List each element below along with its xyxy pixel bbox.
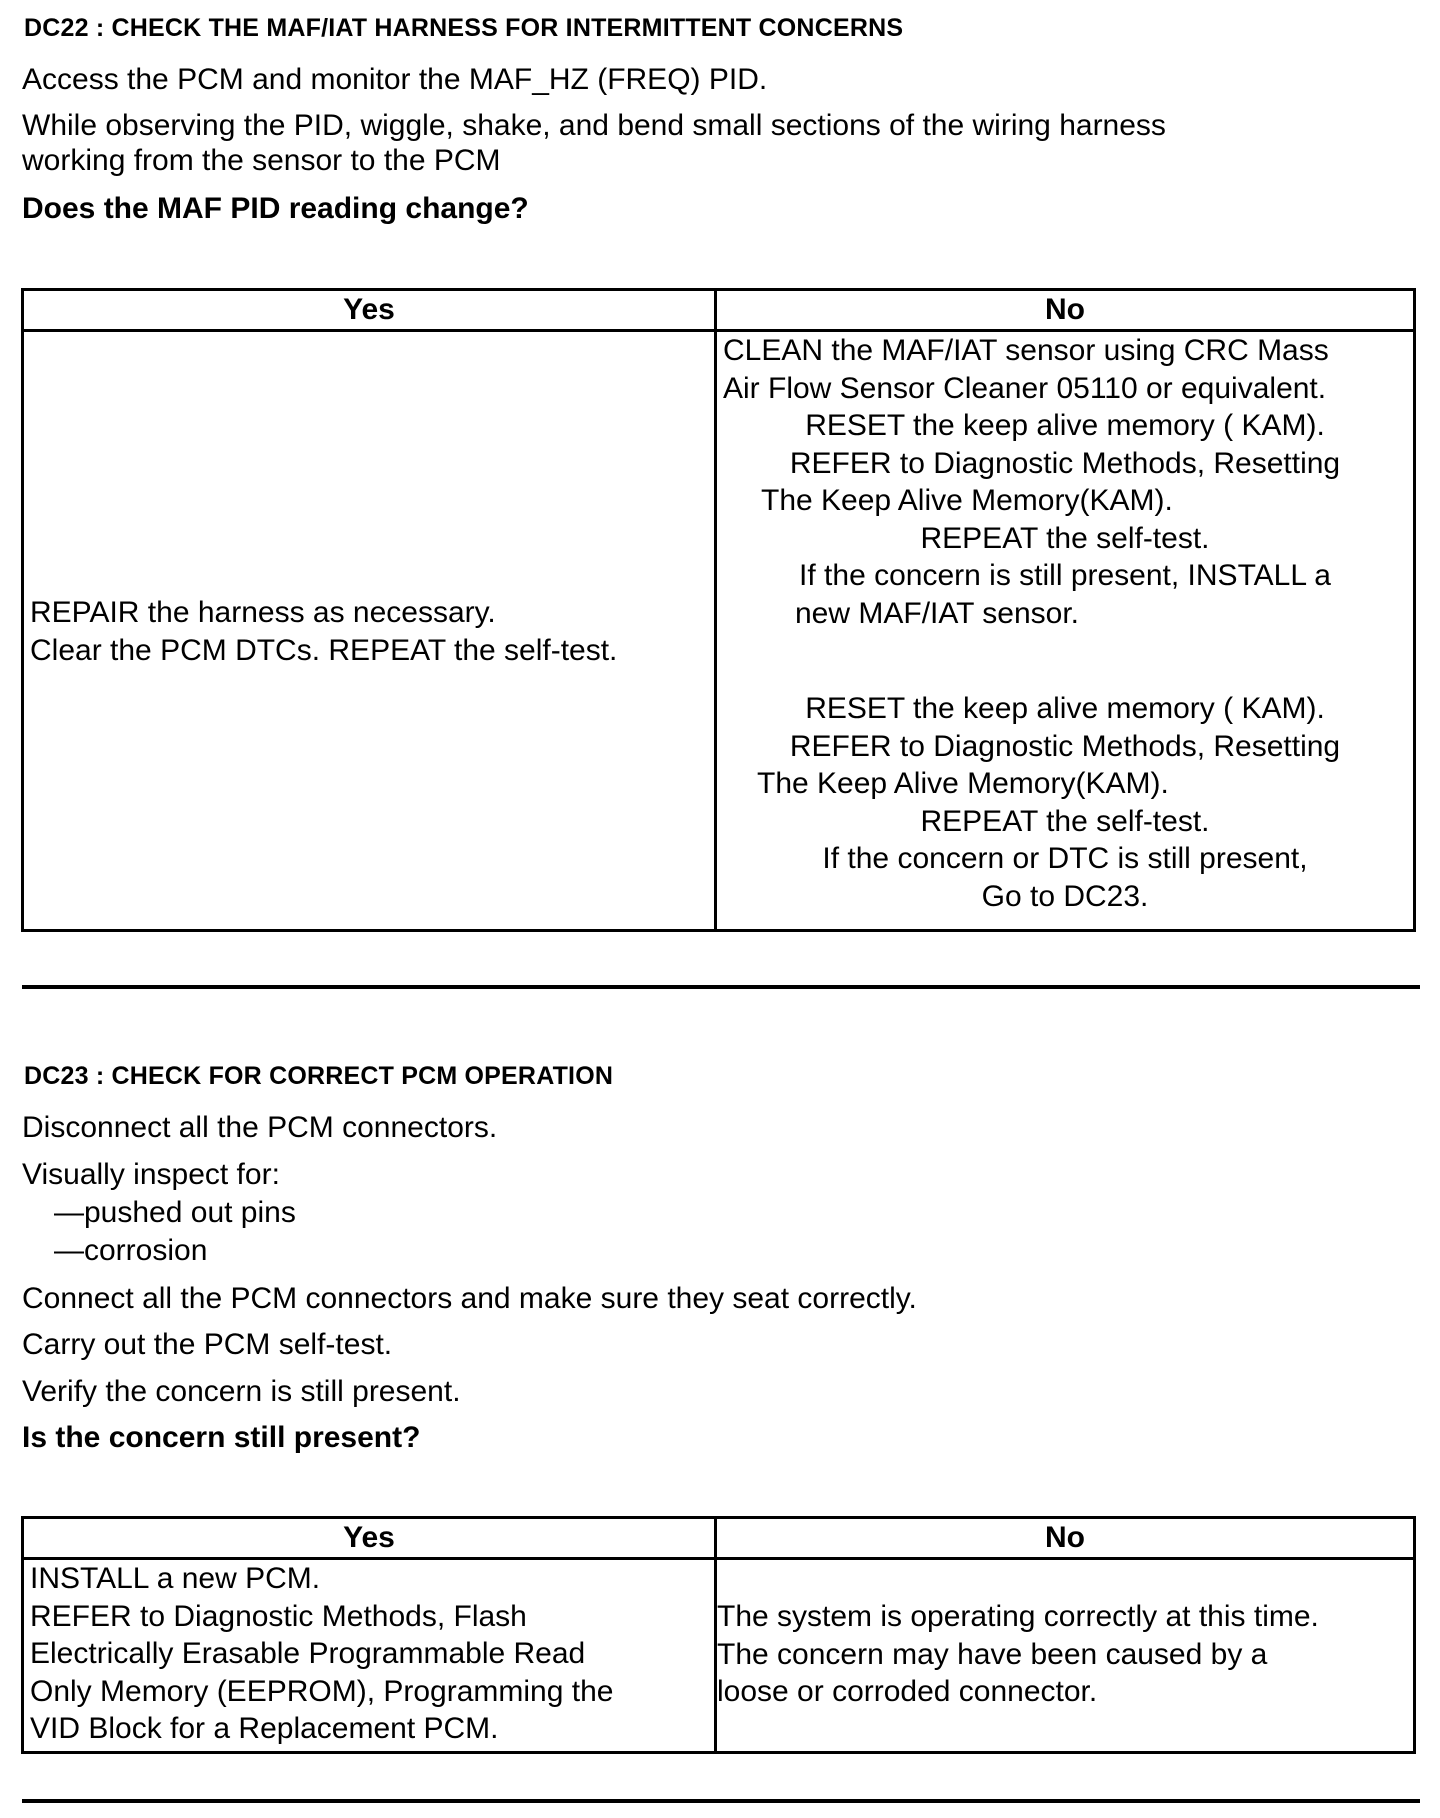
dc22-no-line: RESET the keep alive memory ( KAM). xyxy=(805,409,1325,442)
dc22-yes-cell xyxy=(23,331,716,931)
dc22-question: Does the MAF PID reading change? xyxy=(22,192,529,225)
dc22-no-line: CLEAN the MAF/IAT sensor using CRC Mass xyxy=(723,334,1329,367)
dc22-no-line: REPEAT the self-test. xyxy=(920,804,1210,838)
dc22-no-line: The Keep Alive Memory(KAM). xyxy=(757,767,1169,800)
dc22-no-header: No xyxy=(716,290,1415,331)
dc22-title: DC22 : CHECK THE MAF/IAT HARNESS FOR INTERMITTENT CONCERNS xyxy=(24,14,904,42)
dc22-no-line: Go to DC23. xyxy=(981,879,1149,913)
dc22-no-line: REFER to Diagnostic Methods, Resetting xyxy=(789,729,1341,763)
dc23-no-line: The system is operating correctly at this time. xyxy=(717,1600,1319,1633)
dc23-yes-line: REFER to Diagnostic Methods, Flash xyxy=(30,1599,527,1633)
dc22-no-line: If the concern or DTC is still present, xyxy=(822,842,1308,875)
dc23-yes-line: VID Block for a Replacement PCM. xyxy=(30,1712,499,1745)
dc23-no-cell xyxy=(716,1559,1415,1753)
dc22-yes-line: REPAIR the harness as necessary. xyxy=(30,596,496,629)
dc22-step-line: While observing the PID, wiggle, shake, and bend small sections of the wiring harness xyxy=(22,109,1166,142)
dc23-no-header: No xyxy=(716,1518,1415,1559)
dc23-yes-header: Yes xyxy=(23,1518,716,1559)
dc22-no-line: RESET the keep alive memory ( KAM). xyxy=(805,692,1325,725)
dc22-no-line: new MAF/IAT sensor. xyxy=(795,596,1079,630)
dc23-no-line: loose or corroded connector. xyxy=(717,1675,1098,1708)
dc22-no-line: Air Flow Sensor Cleaner 05110 or equivalent. xyxy=(723,371,1327,405)
dc23-question: Is the concern still present? xyxy=(22,1421,421,1454)
dc23-title: DC23 : CHECK FOR CORRECT PCM OPERATION xyxy=(24,1062,614,1090)
dc23-yes-line: Only Memory (EEPROM), Programming the xyxy=(30,1674,614,1708)
dc22-no-line: REPEAT the self-test. xyxy=(920,521,1210,555)
dc23-step-line: Visually inspect for: xyxy=(22,1158,280,1191)
dc22-step-line: Access the PCM and monitor the MAF_HZ (FREQ) PID. xyxy=(22,63,768,96)
dc22-yes-line: Clear the PCM DTCs. REPEAT the self-test. xyxy=(30,633,618,667)
dc22-no-cell xyxy=(716,331,1415,931)
dc22-no-line: REFER to Diagnostic Methods, Resetting xyxy=(789,446,1341,480)
dc23-bullet: —pushed out pins xyxy=(54,1196,296,1229)
dc22-no-line: The Keep Alive Memory(KAM). xyxy=(761,484,1173,517)
section-divider xyxy=(22,1799,1420,1803)
dc23-bullet: —corrosion xyxy=(54,1234,208,1267)
dc23-step-line: Carry out the PCM self-test. xyxy=(22,1328,393,1361)
dc23-decision-table xyxy=(21,1516,1416,1754)
dc22-yes-header: Yes xyxy=(23,290,716,331)
dc23-yes-cell xyxy=(23,1559,716,1753)
dc22-no-line: If the concern is still present, INSTALL a xyxy=(799,559,1331,592)
dc23-step-line: Connect all the PCM connectors and make sure they seat correctly. xyxy=(22,1282,917,1315)
dc23-step-line: Disconnect all the PCM connectors. xyxy=(22,1111,498,1144)
section-divider xyxy=(22,985,1420,989)
dc23-step-line: Verify the concern is still present. xyxy=(22,1375,461,1408)
dc22-decision-table xyxy=(21,288,1416,932)
dc23-no-line: The concern may have been caused by a xyxy=(717,1637,1268,1671)
dc23-yes-line: INSTALL a new PCM. xyxy=(30,1562,321,1595)
dc23-yes-line: Electrically Erasable Programmable Read xyxy=(30,1637,586,1670)
dc22-step-line: working from the sensor to the PCM xyxy=(22,144,501,177)
